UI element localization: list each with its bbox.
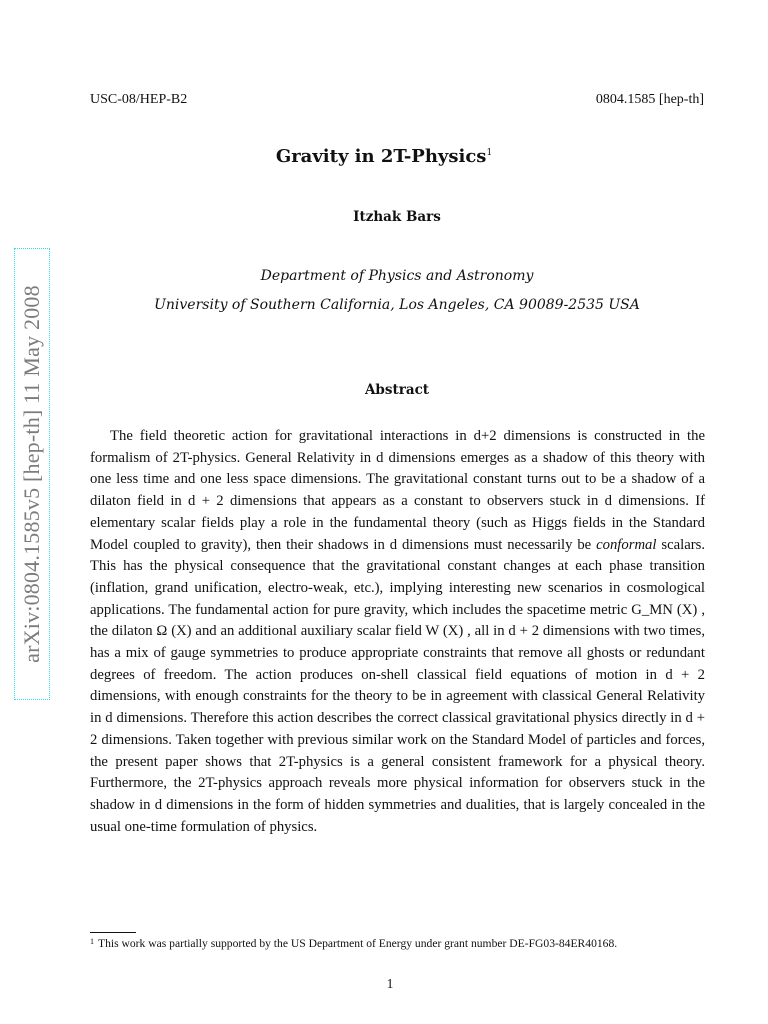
footnote	[90, 937, 617, 950]
abstract-body	[90, 426, 705, 838]
abstract-heading: Abstract	[364, 382, 430, 398]
footnote-text: This work was partially supported by the US Department of Energy under grant number DE-FG03-84ER40168.	[98, 937, 618, 950]
affiliation-department: Department of Physics and Astronomy	[260, 268, 534, 284]
title-footnote-mark: 1	[486, 148, 493, 158]
page-number: 1	[386, 976, 394, 991]
abstract-emphasis: conformal	[596, 536, 657, 553]
abstract-text-part2: scalars. This has the physical consequence that the gravitational constant changes at each phase transition (inflation, grand unification, electro-weak, etc.), implying interesting new scenarios in cosmological applications. The fundamental action for pure gravity, which includes the spacetime metric G_MN (X) , the dilaton Ω (X) and an additional auxiliary scalar field W (X) , all in d + 2 dimensions with two times, has a mix of gauge symmetries to produce appropriate constraints that remove all ghosts or redundant degrees of freedom. The action produces on-shell classical field equations of motion in d + 2 dimensions, with enough constraints for the theory to be in agreement with classical General Relativity in d dimensions. Therefore this action describes the correct classical gravitational physics directly in d + 2 dimensions. Taken together with previous similar work on the Standard Model of particles and forces, the present paper shows that 2T-physics is a general consistent framework for a physical theory. Furthermore, the 2T-physics approach reveals more physical information for observers stuck in the shadow in d dimensions in the form of hidden symmetries and dualities, that is largely concealed in the usual one-time formulation of physics.	[90, 536, 706, 835]
paper-title-text: Gravity in 2T-Physics	[275, 146, 487, 167]
footnote-divider	[90, 932, 136, 933]
report-number: USC-08/HEP-B2	[90, 92, 188, 107]
footnote-mark: 1	[90, 937, 94, 946]
arxiv-stamp-text: arXiv:0804.1585v5 [hep-th] 11 May 2008	[19, 285, 44, 663]
paper-title	[0, 146, 768, 167]
arxiv-side-stamp	[14, 248, 50, 700]
arxiv-identifier: 0804.1585 [hep-th]	[595, 92, 704, 107]
author-name: Itzhak Bars	[353, 209, 441, 225]
affiliation-university: University of Southern California, Los Angeles, CA 90089-2535 USA	[154, 297, 640, 313]
abstract-text-part1: The field theoretic action for gravitational interactions in d+2 dimensions is constructed in the formalism of 2T-physics. General Relativity in d dimensions emerges as a shadow of this theory with one less time and one less space dimensions. The gravitational constant turns out to be a shadow of a dilaton field in d + 2 dimensions that appears as a constant to observers stuck in d dimensions. If elementary scalar fields play a role in the fundamental theory (such as Higgs fields in the Standard Model coupled to gravity), then their shadows in d dimensions must necessarily be	[90, 428, 705, 553]
